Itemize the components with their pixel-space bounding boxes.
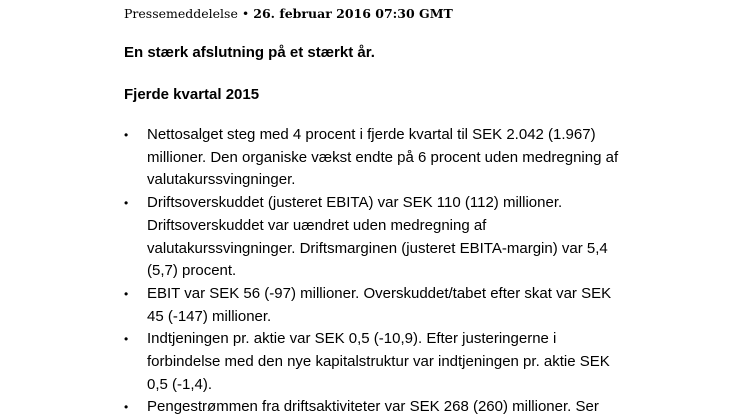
bullet-line: 0,5 (-1,4). bbox=[147, 375, 213, 393]
bullet-line: valutakurssvingninger. bbox=[147, 171, 296, 189]
bullet-icon: • bbox=[124, 286, 129, 301]
headline: En stærk afslutning på et stærkt år. bbox=[124, 44, 375, 61]
bullet-line: Driftsoverskuddet (justeret EBITA) var SEK 110 (112) millioner. bbox=[147, 194, 563, 212]
bullet-line: 45 (-147) millioner. bbox=[147, 307, 272, 325]
bullet-line: Indtjeningen pr. aktie var SEK 0,5 (-10,9). Efter justeringerne i bbox=[147, 330, 557, 348]
section-title: Fjerde kvartal 2015 bbox=[124, 86, 260, 103]
bullet-icon: • bbox=[124, 196, 129, 211]
bullet-item-cash-flow bbox=[124, 396, 684, 419]
header-date: 26. februar 2016 07:30 GMT bbox=[253, 6, 453, 21]
bullet-line: EBIT var SEK 56 (-97) millioner. Overskuddet/tabet efter skat var SEK bbox=[147, 284, 612, 302]
results-bullet-list bbox=[124, 124, 684, 419]
bullet-line: Nettosalget steg med 4 procent i fjerde kvartal til SEK 2.042 (1.967) bbox=[147, 126, 596, 143]
header-label: Pressemeddelelse bbox=[124, 6, 238, 21]
bullet-line: Pengestrømmen fra driftsaktiviteter var SEK 268 (260) millioner. Ser bbox=[147, 398, 599, 416]
bullet-item-net-sales bbox=[124, 124, 684, 192]
bullet-line: forbindelse med den nye kapitalstruktur var indtjeningen pr. aktie SEK bbox=[147, 353, 610, 371]
bullet-item-operating-profit bbox=[124, 192, 684, 283]
bullet-icon: • bbox=[124, 332, 129, 347]
bullet-icon: • bbox=[124, 400, 129, 415]
bullet-line: millioner. Den organiske vækst endte på 6 procent uden medregning af bbox=[147, 148, 619, 166]
bullet-line: valutakurssvingninger. Driftsmarginen (justeret EBITA-margin) var 5,4 bbox=[147, 239, 608, 257]
bullet-line: Driftsoverskuddet var uændret uden medregning af bbox=[147, 216, 487, 234]
bullet-item-earnings-per-share bbox=[124, 328, 684, 396]
press-release-header bbox=[124, 5, 453, 23]
bullet-item-ebit bbox=[124, 283, 684, 328]
bullet-line: (5,7) procent. bbox=[147, 262, 237, 280]
header-separator: • bbox=[241, 6, 250, 21]
bullet-icon: • bbox=[124, 128, 129, 142]
